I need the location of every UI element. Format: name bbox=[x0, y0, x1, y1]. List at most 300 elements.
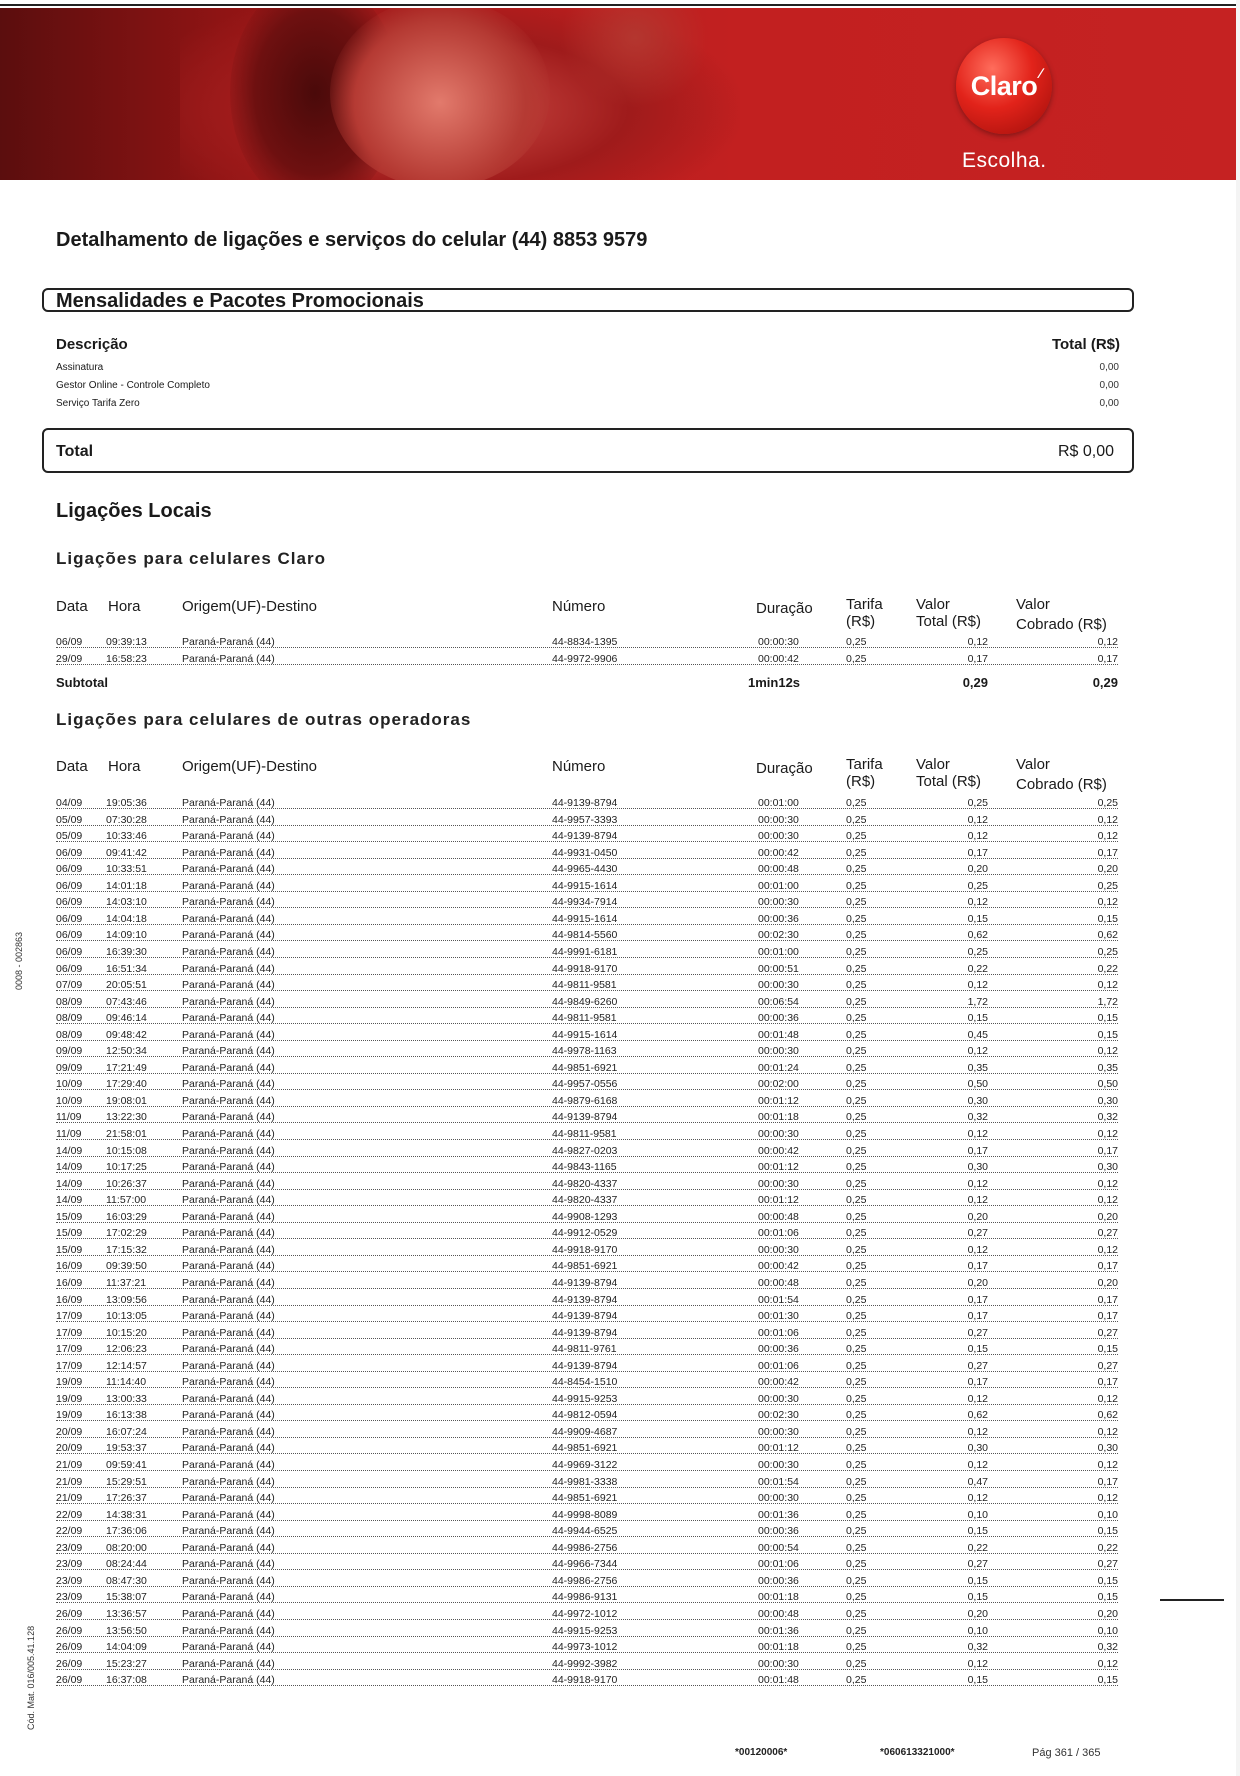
cell-tarifa: 0,25 bbox=[846, 1293, 867, 1306]
cell-numero: 44-9851-6921 bbox=[552, 1442, 618, 1455]
cell-valor-total: 0,12 bbox=[967, 1128, 988, 1140]
cell-duracao: 00:00:30 bbox=[758, 1392, 799, 1405]
col-hora: Hora bbox=[108, 758, 141, 775]
cell-origem: Paraná-Paraná (44) bbox=[182, 1293, 275, 1306]
cell-numero: 44-9918-9170 bbox=[552, 1674, 618, 1687]
cell-numero: 44-9909-4687 bbox=[552, 1425, 618, 1438]
cell-tarifa: 0,25 bbox=[846, 879, 867, 892]
cell-duracao: 00:01:06 bbox=[758, 1359, 799, 1372]
cell-numero: 44-9139-8794 bbox=[552, 1276, 618, 1289]
cell-data: 23/09 bbox=[56, 1574, 83, 1587]
cell-data: 08/09 bbox=[56, 995, 83, 1008]
cell-origem: Paraná-Paraná (44) bbox=[182, 962, 275, 975]
cell-duracao: 00:00:54 bbox=[758, 1541, 799, 1554]
cell-hora: 20:05:51 bbox=[106, 979, 147, 992]
cell-numero: 44-9843-1165 bbox=[552, 1161, 617, 1174]
cell-numero: 44-9139-8794 bbox=[552, 830, 618, 843]
cell-valor-cobrado: 0,17 bbox=[1097, 1475, 1118, 1488]
cell-origem: Paraná-Paraná (44) bbox=[182, 846, 275, 859]
cell-duracao: 00:01:18 bbox=[758, 1591, 799, 1604]
cell-origem: Paraná-Paraná (44) bbox=[182, 1243, 275, 1256]
cell-valor-total: 0,62 bbox=[967, 929, 988, 942]
col-origem: Origem(UF)-Destino bbox=[182, 598, 318, 615]
cell-origem: Paraná-Paraná (44) bbox=[182, 1641, 275, 1654]
cell-tarifa: 0,25 bbox=[846, 1607, 867, 1620]
cell-duracao: 00:00:30 bbox=[758, 1425, 799, 1438]
cell-numero: 44-9811-9581 bbox=[552, 1012, 617, 1025]
table-row bbox=[0, 996, 1240, 1013]
cell-valor-total: 0,12 bbox=[967, 636, 988, 648]
cell-data: 14/09 bbox=[56, 1144, 83, 1157]
cell-valor-total: 0,17 bbox=[967, 1376, 988, 1389]
cell-data: 20/09 bbox=[56, 1442, 83, 1455]
cell-valor-cobrado: 0,12 bbox=[1097, 1392, 1118, 1405]
cell-origem: Paraná-Paraná (44) bbox=[182, 830, 275, 843]
cell-duracao: 00:01:54 bbox=[758, 1293, 799, 1306]
cell-tarifa: 0,25 bbox=[846, 1525, 867, 1538]
cell-origem: Paraná-Paraná (44) bbox=[182, 1194, 275, 1207]
total-label: Total bbox=[56, 443, 94, 460]
cell-numero: 44-9986-9131 bbox=[552, 1591, 618, 1604]
table-row bbox=[0, 1244, 1240, 1261]
cell-valor-cobrado: 0,12 bbox=[1097, 1492, 1118, 1505]
cell-origem: Paraná-Paraná (44) bbox=[182, 652, 275, 665]
cell-numero: 44-9851-6921 bbox=[552, 1260, 618, 1273]
cell-hora: 13:56:50 bbox=[106, 1624, 147, 1637]
cell-hora: 09:39:13 bbox=[106, 636, 147, 648]
cell-numero: 44-9978-1163 bbox=[552, 1045, 617, 1058]
cell-data: 19/09 bbox=[56, 1409, 83, 1422]
cell-duracao: 00:01:06 bbox=[758, 1227, 799, 1240]
cell-duracao: 00:00:48 bbox=[758, 1607, 799, 1620]
cell-valor-cobrado: 0,15 bbox=[1097, 1028, 1118, 1041]
cell-hora: 09:41:42 bbox=[106, 846, 147, 859]
cell-hora: 15:38:07 bbox=[106, 1591, 147, 1604]
cell-duracao: 00:01:54 bbox=[758, 1475, 799, 1488]
cell-duracao: 00:02:30 bbox=[758, 929, 799, 942]
cell-duracao: 00:00:42 bbox=[758, 652, 799, 665]
cell-numero: 44-9820-4337 bbox=[552, 1177, 618, 1190]
cell-duracao: 00:00:30 bbox=[758, 830, 799, 843]
cell-numero: 44-9915-1614 bbox=[552, 912, 618, 925]
table-row bbox=[0, 1476, 1240, 1493]
cell-tarifa: 0,25 bbox=[846, 1558, 867, 1571]
cell-valor-total: 0,12 bbox=[967, 830, 988, 843]
cell-hora: 13:36:57 bbox=[106, 1607, 147, 1620]
cell-tarifa: 0,25 bbox=[846, 1128, 867, 1140]
cell-valor-cobrado: 0,17 bbox=[1097, 1376, 1118, 1389]
subtotal-cobrado: 0,29 bbox=[1092, 675, 1118, 690]
cell-hora: 16:13:38 bbox=[106, 1409, 147, 1422]
cell-hora: 14:38:31 bbox=[106, 1508, 147, 1521]
cell-valor-cobrado: 0,12 bbox=[1097, 1459, 1118, 1471]
tagline: Escolha. bbox=[962, 149, 1047, 172]
table-row bbox=[0, 1194, 1240, 1211]
cell-tarifa: 0,25 bbox=[846, 1392, 867, 1405]
table-row bbox=[0, 1128, 1240, 1145]
cell-hora: 10:17:25 bbox=[106, 1161, 147, 1174]
cell-tarifa: 0,25 bbox=[846, 1359, 867, 1372]
cell-valor-total: 0,15 bbox=[967, 1525, 988, 1538]
cell-tarifa: 0,25 bbox=[846, 1028, 867, 1041]
cell-valor-total: 0,20 bbox=[967, 1210, 988, 1223]
subtotal-total: 0,29 bbox=[962, 675, 988, 690]
cell-numero: 44-8454-1510 bbox=[552, 1376, 618, 1389]
col-valor-cobrado-unit: Cobrado (R$) bbox=[1016, 616, 1107, 633]
cell-numero: 44-9811-9761 bbox=[552, 1343, 617, 1356]
cell-hora: 08:20:00 bbox=[106, 1541, 147, 1554]
cell-data: 15/09 bbox=[56, 1227, 83, 1240]
cell-valor-total: 0,27 bbox=[967, 1326, 988, 1339]
cell-duracao: 00:00:48 bbox=[758, 1276, 799, 1289]
cell-origem: Paraná-Paraná (44) bbox=[182, 636, 275, 648]
table-row bbox=[0, 1658, 1240, 1675]
col-valor-total-unit: Total (R$) bbox=[916, 773, 982, 790]
cell-valor-cobrado: 0,12 bbox=[1097, 1045, 1118, 1058]
cell-valor-cobrado: 0,62 bbox=[1097, 929, 1118, 942]
logo-rays-icon: ∕ bbox=[1039, 65, 1042, 81]
cell-duracao: 00:00:42 bbox=[758, 1144, 799, 1157]
cell-duracao: 00:00:30 bbox=[758, 979, 799, 992]
cell-valor-cobrado: 0,17 bbox=[1097, 1144, 1118, 1157]
cell-origem: Paraná-Paraná (44) bbox=[182, 896, 275, 909]
cell-valor-cobrado: 0,12 bbox=[1097, 896, 1118, 909]
cell-valor-cobrado: 0,15 bbox=[1097, 1574, 1118, 1587]
cell-hora: 08:47:30 bbox=[106, 1574, 147, 1587]
cell-valor-total: 0,17 bbox=[967, 1310, 988, 1323]
cell-hora: 09:39:50 bbox=[106, 1260, 147, 1273]
table-row bbox=[0, 1426, 1240, 1443]
cell-duracao: 00:01:36 bbox=[758, 1508, 799, 1521]
cell-hora: 19:08:01 bbox=[106, 1094, 147, 1107]
cell-tarifa: 0,25 bbox=[846, 1425, 867, 1438]
cell-numero: 44-9812-0594 bbox=[552, 1409, 618, 1422]
cell-valor-cobrado: 0,15 bbox=[1097, 1012, 1118, 1025]
cell-valor-total: 0,25 bbox=[967, 879, 988, 892]
cell-duracao: 00:01:18 bbox=[758, 1641, 799, 1654]
cell-data: 23/09 bbox=[56, 1591, 83, 1604]
table-row bbox=[0, 1558, 1240, 1575]
cell-valor-total: 0,27 bbox=[967, 1359, 988, 1372]
mensalidade-desc: Serviço Tarifa Zero bbox=[56, 398, 140, 409]
cell-valor-cobrado: 0,12 bbox=[1097, 1657, 1118, 1670]
cell-hora: 16:03:29 bbox=[106, 1210, 147, 1223]
cell-tarifa: 0,25 bbox=[846, 1078, 867, 1091]
cell-origem: Paraná-Paraná (44) bbox=[182, 1227, 275, 1240]
cell-duracao: 00:00:36 bbox=[758, 1012, 799, 1025]
cell-tarifa: 0,25 bbox=[846, 1409, 867, 1422]
cell-duracao: 00:00:30 bbox=[758, 813, 799, 826]
cell-numero: 44-9849-6260 bbox=[552, 995, 618, 1008]
cell-numero: 44-9973-1012 bbox=[552, 1641, 618, 1654]
cell-numero: 44-9820-4337 bbox=[552, 1194, 618, 1207]
cell-data: 16/09 bbox=[56, 1276, 83, 1289]
cell-data: 26/09 bbox=[56, 1624, 83, 1637]
cell-origem: Paraná-Paraná (44) bbox=[182, 1078, 275, 1091]
cell-valor-total: 0,17 bbox=[967, 1293, 988, 1306]
cell-numero: 44-9139-8794 bbox=[552, 1293, 618, 1306]
cell-duracao: 00:01:24 bbox=[758, 1061, 799, 1074]
table-row bbox=[0, 847, 1240, 864]
cell-hora: 17:26:37 bbox=[106, 1492, 147, 1505]
cell-tarifa: 0,25 bbox=[846, 1574, 867, 1587]
cell-origem: Paraná-Paraná (44) bbox=[182, 1161, 275, 1174]
cell-valor-cobrado: 0,27 bbox=[1097, 1558, 1118, 1571]
cell-valor-total: 0,32 bbox=[967, 1111, 988, 1124]
cell-valor-total: 0,20 bbox=[967, 863, 988, 876]
cell-data: 09/09 bbox=[56, 1061, 83, 1074]
cell-valor-total: 0,12 bbox=[967, 979, 988, 992]
cell-origem: Paraná-Paraná (44) bbox=[182, 1574, 275, 1587]
cell-origem: Paraná-Paraná (44) bbox=[182, 1525, 275, 1538]
cell-valor-cobrado: 0,20 bbox=[1097, 863, 1118, 876]
cell-hora: 10:15:08 bbox=[106, 1144, 147, 1157]
table-row bbox=[0, 1608, 1240, 1625]
cell-hora: 19:05:36 bbox=[106, 797, 147, 809]
cell-duracao: 00:00:30 bbox=[758, 636, 799, 648]
cell-origem: Paraná-Paraná (44) bbox=[182, 813, 275, 826]
cell-origem: Paraná-Paraná (44) bbox=[182, 1045, 275, 1058]
cell-valor-total: 0,30 bbox=[967, 1442, 988, 1455]
cell-valor-total: 0,30 bbox=[967, 1094, 988, 1107]
cell-data: 11/09 bbox=[56, 1111, 82, 1124]
table-row bbox=[0, 979, 1240, 996]
logo-text: Claro bbox=[970, 70, 1038, 101]
cell-data: 15/09 bbox=[56, 1243, 83, 1256]
cell-data: 06/09 bbox=[56, 636, 83, 648]
table-row bbox=[0, 1178, 1240, 1195]
cell-data: 19/09 bbox=[56, 1392, 83, 1405]
cell-valor-total: 0,12 bbox=[967, 1045, 988, 1058]
table-row bbox=[0, 830, 1240, 847]
cell-duracao: 00:06:54 bbox=[758, 995, 799, 1008]
cell-hora: 16:58:23 bbox=[106, 652, 147, 665]
header-banner bbox=[0, 8, 1236, 180]
cell-numero: 44-9998-8089 bbox=[552, 1508, 618, 1521]
cell-hora: 17:29:40 bbox=[106, 1078, 147, 1091]
cell-tarifa: 0,25 bbox=[846, 1276, 867, 1289]
col-hora: Hora bbox=[108, 598, 141, 615]
cell-numero: 44-9972-9906 bbox=[552, 652, 618, 665]
cell-numero: 44-9915-1614 bbox=[552, 879, 618, 892]
cell-tarifa: 0,25 bbox=[846, 1674, 867, 1687]
mensalidades-total-box bbox=[42, 428, 1134, 473]
cell-data: 06/09 bbox=[56, 863, 83, 876]
table-row bbox=[0, 1343, 1240, 1360]
cell-data: 21/09 bbox=[56, 1492, 83, 1505]
cell-hora: 15:23:27 bbox=[106, 1657, 147, 1670]
cell-hora: 16:07:24 bbox=[106, 1425, 147, 1438]
cell-origem: Paraná-Paraná (44) bbox=[182, 1459, 275, 1471]
cell-valor-total: 0,17 bbox=[967, 1260, 988, 1273]
cell-valor-total: 0,12 bbox=[967, 813, 988, 826]
table-row bbox=[0, 963, 1240, 980]
cell-valor-cobrado: 0,27 bbox=[1097, 1326, 1118, 1339]
cell-origem: Paraná-Paraná (44) bbox=[182, 1210, 275, 1223]
cell-numero: 44-9811-9581 bbox=[552, 979, 617, 992]
cell-origem: Paraná-Paraná (44) bbox=[182, 863, 275, 876]
cell-origem: Paraná-Paraná (44) bbox=[182, 1276, 275, 1289]
cell-tarifa: 0,25 bbox=[846, 995, 867, 1008]
cell-valor-total: 0,47 bbox=[967, 1475, 988, 1488]
cell-hora: 16:37:08 bbox=[106, 1674, 147, 1687]
table-row bbox=[0, 929, 1240, 946]
cell-valor-cobrado: 0,12 bbox=[1097, 813, 1118, 826]
cell-data: 09/09 bbox=[56, 1045, 83, 1058]
cell-tarifa: 0,25 bbox=[846, 1194, 867, 1207]
cell-tarifa: 0,25 bbox=[846, 1459, 867, 1471]
table-row bbox=[0, 913, 1240, 930]
cell-valor-cobrado: 0,20 bbox=[1097, 1276, 1118, 1289]
cell-tarifa: 0,25 bbox=[846, 1061, 867, 1074]
cell-data: 06/09 bbox=[56, 962, 83, 975]
col-descricao: Descrição bbox=[56, 336, 128, 353]
cell-tarifa: 0,25 bbox=[846, 1657, 867, 1670]
cell-hora: 19:53:37 bbox=[106, 1442, 147, 1455]
cell-numero: 44-9986-2756 bbox=[552, 1574, 618, 1587]
cell-duracao: 00:01:00 bbox=[758, 879, 799, 892]
mensalidade-value: 0,00 bbox=[1099, 380, 1119, 391]
cell-duracao: 00:00:30 bbox=[758, 1243, 799, 1256]
cell-hora: 14:09:10 bbox=[106, 929, 147, 942]
cell-tarifa: 0,25 bbox=[846, 863, 867, 876]
cell-valor-total: 0,12 bbox=[967, 1459, 988, 1471]
table-row bbox=[0, 1045, 1240, 1062]
table-row bbox=[0, 863, 1240, 880]
table-row bbox=[0, 636, 1240, 653]
cell-data: 04/09 bbox=[56, 797, 83, 809]
table-row bbox=[0, 1674, 1240, 1691]
cell-origem: Paraná-Paraná (44) bbox=[182, 1343, 275, 1356]
subsection-claro: Ligações para celulares Claro bbox=[56, 549, 326, 568]
cell-data: 10/09 bbox=[56, 1094, 83, 1107]
cell-origem: Paraná-Paraná (44) bbox=[182, 879, 275, 892]
cell-hora: 13:22:30 bbox=[106, 1111, 147, 1124]
cell-numero: 44-9139-8794 bbox=[552, 1310, 618, 1323]
table-row bbox=[0, 1327, 1240, 1344]
cell-valor-total: 0,12 bbox=[967, 1392, 988, 1405]
cell-origem: Paraná-Paraná (44) bbox=[182, 1607, 275, 1620]
cell-hora: 14:04:09 bbox=[106, 1641, 147, 1654]
cell-numero: 44-9851-6921 bbox=[552, 1061, 618, 1074]
cell-valor-cobrado: 0,32 bbox=[1097, 1111, 1118, 1124]
cell-tarifa: 0,25 bbox=[846, 1326, 867, 1339]
cell-tarifa: 0,25 bbox=[846, 1111, 867, 1124]
table-row bbox=[0, 1492, 1240, 1509]
cell-hora: 11:37:21 bbox=[106, 1276, 147, 1289]
col-valor-cobrado: Valor bbox=[1016, 756, 1050, 773]
cell-valor-total: 0,30 bbox=[967, 1161, 988, 1174]
table-row bbox=[0, 1641, 1240, 1658]
cell-hora: 21:58:01 bbox=[106, 1128, 147, 1140]
mensalidade-value: 0,00 bbox=[1099, 398, 1119, 409]
cell-data: 06/09 bbox=[56, 846, 83, 859]
cell-hora: 12:06:23 bbox=[106, 1343, 147, 1356]
cell-origem: Paraná-Paraná (44) bbox=[182, 995, 275, 1008]
table-row bbox=[0, 1310, 1240, 1327]
cell-valor-cobrado: 0,27 bbox=[1097, 1227, 1118, 1240]
cell-tarifa: 0,25 bbox=[846, 1624, 867, 1637]
cell-tarifa: 0,25 bbox=[846, 830, 867, 843]
cell-valor-cobrado: 0,10 bbox=[1097, 1508, 1118, 1521]
cell-data: 06/09 bbox=[56, 945, 83, 958]
cell-origem: Paraná-Paraná (44) bbox=[182, 1409, 275, 1422]
cell-origem: Paraná-Paraná (44) bbox=[182, 1541, 275, 1554]
cell-hora: 12:50:34 bbox=[106, 1045, 147, 1058]
cell-valor-cobrado: 0,12 bbox=[1097, 1425, 1118, 1438]
cell-numero: 44-9972-1012 bbox=[552, 1607, 618, 1620]
cell-origem: Paraná-Paraná (44) bbox=[182, 1359, 275, 1372]
cell-numero: 44-9969-3122 bbox=[552, 1459, 618, 1471]
cell-data: 29/09 bbox=[56, 652, 83, 665]
cell-valor-cobrado: 0,15 bbox=[1097, 1343, 1118, 1356]
cell-origem: Paraná-Paraná (44) bbox=[182, 1128, 275, 1140]
col-data: Data bbox=[56, 598, 88, 615]
cell-numero: 44-9966-7344 bbox=[552, 1558, 618, 1571]
cell-tarifa: 0,25 bbox=[846, 1310, 867, 1323]
cell-valor-cobrado: 0,35 bbox=[1097, 1061, 1118, 1074]
cell-duracao: 00:01:36 bbox=[758, 1624, 799, 1637]
section-ligacoes-locais: Ligações Locais bbox=[56, 500, 212, 522]
table-row bbox=[0, 1509, 1240, 1526]
col-valor-total: Valor bbox=[916, 756, 950, 773]
cell-data: 14/09 bbox=[56, 1194, 83, 1207]
cell-numero: 44-9992-3982 bbox=[552, 1657, 618, 1670]
table-row bbox=[0, 1211, 1240, 1228]
cell-data: 26/09 bbox=[56, 1607, 83, 1620]
cell-valor-cobrado: 0,12 bbox=[1097, 979, 1118, 992]
cell-valor-cobrado: 0,17 bbox=[1097, 1293, 1118, 1306]
table-row bbox=[0, 1227, 1240, 1244]
table-row bbox=[0, 1062, 1240, 1079]
cell-tarifa: 0,25 bbox=[846, 1012, 867, 1025]
cell-duracao: 00:00:30 bbox=[758, 1128, 799, 1140]
cell-duracao: 00:01:12 bbox=[758, 1094, 799, 1107]
total-value: R$ 0,00 bbox=[1057, 443, 1114, 460]
cell-numero: 44-8834-1395 bbox=[552, 636, 618, 648]
cell-numero: 44-9879-6168 bbox=[552, 1094, 618, 1107]
cell-numero: 44-9814-5560 bbox=[552, 929, 618, 942]
cell-hora: 15:29:51 bbox=[106, 1475, 147, 1488]
cell-numero: 44-9908-1293 bbox=[552, 1210, 618, 1223]
cell-valor-cobrado: 0,25 bbox=[1097, 945, 1118, 958]
cell-valor-total: 0,12 bbox=[967, 1657, 988, 1670]
cell-valor-cobrado: 0,12 bbox=[1097, 1243, 1118, 1256]
cell-origem: Paraná-Paraná (44) bbox=[182, 979, 275, 992]
cell-valor-cobrado: 0,17 bbox=[1097, 846, 1118, 859]
cell-origem: Paraná-Paraná (44) bbox=[182, 1475, 275, 1488]
cell-duracao: 00:00:30 bbox=[758, 1459, 799, 1471]
cell-duracao: 00:01:06 bbox=[758, 1558, 799, 1571]
cell-valor-cobrado: 0,10 bbox=[1097, 1624, 1118, 1637]
cell-duracao: 00:01:12 bbox=[758, 1161, 799, 1174]
cell-origem: Paraná-Paraná (44) bbox=[182, 1392, 275, 1405]
cell-numero: 44-9915-1614 bbox=[552, 1028, 618, 1041]
table-row bbox=[0, 1029, 1240, 1046]
cell-origem: Paraná-Paraná (44) bbox=[182, 1061, 275, 1074]
cell-duracao: 00:01:12 bbox=[758, 1442, 799, 1455]
cell-origem: Paraná-Paraná (44) bbox=[182, 1310, 275, 1323]
table-row bbox=[0, 1260, 1240, 1277]
cell-hora: 10:33:46 bbox=[106, 830, 147, 843]
cell-data: 23/09 bbox=[56, 1541, 83, 1554]
cell-origem: Paraná-Paraná (44) bbox=[182, 1657, 275, 1670]
cell-origem: Paraná-Paraná (44) bbox=[182, 1558, 275, 1571]
cell-data: 26/09 bbox=[56, 1674, 83, 1687]
cell-origem: Paraná-Paraná (44) bbox=[182, 929, 275, 942]
cell-valor-total: 0,45 bbox=[967, 1028, 988, 1041]
cell-data: 17/09 bbox=[56, 1343, 83, 1356]
